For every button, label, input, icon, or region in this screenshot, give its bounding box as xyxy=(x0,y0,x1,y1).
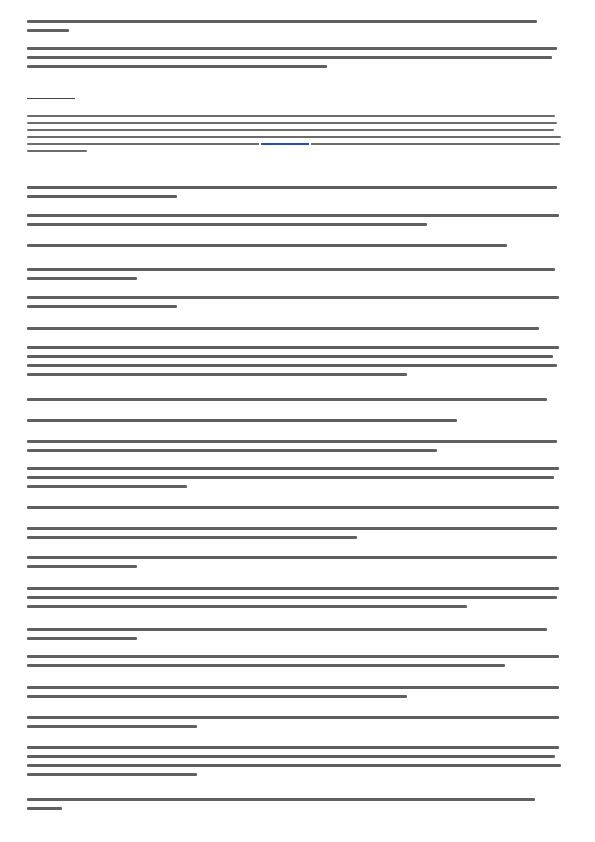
paragraph xyxy=(27,214,562,232)
paragraph xyxy=(27,268,562,286)
paragraph xyxy=(27,327,562,336)
paragraph xyxy=(27,186,562,204)
footnote-separator xyxy=(27,98,75,99)
paragraph xyxy=(27,440,562,458)
footnote xyxy=(27,115,562,157)
paragraph xyxy=(27,467,562,494)
paragraph xyxy=(27,628,562,646)
paragraph xyxy=(27,419,562,428)
paragraph xyxy=(27,798,562,816)
paragraph xyxy=(27,527,562,545)
paragraph xyxy=(27,20,562,38)
paragraph xyxy=(27,587,562,614)
paragraph xyxy=(27,398,562,407)
paragraph xyxy=(27,346,562,382)
paragraph xyxy=(27,655,562,673)
paragraph xyxy=(27,686,562,704)
paragraph xyxy=(27,47,562,74)
paragraph xyxy=(27,746,562,782)
paragraph xyxy=(27,244,562,253)
paragraph xyxy=(27,296,562,314)
paragraph xyxy=(27,556,562,574)
paragraph xyxy=(27,716,562,734)
paragraph xyxy=(27,506,562,515)
